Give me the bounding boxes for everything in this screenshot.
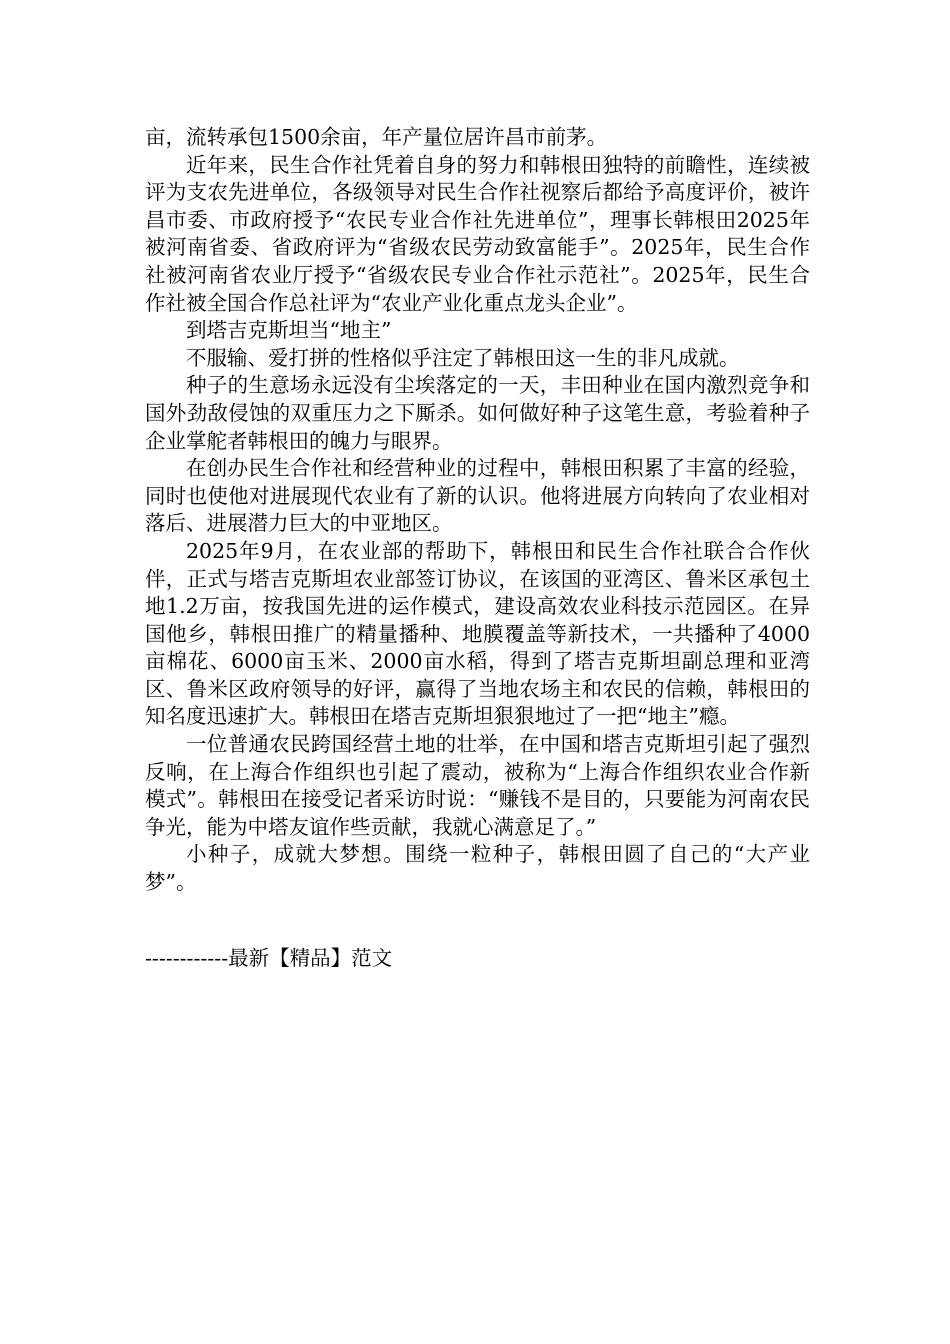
paragraph-4: 种子的生意场永远没有尘埃落定的一天，丰田种业在国内激烈竞争和国外劲敌侵蚀的双重压力之下厮杀。如何做好种子这笔生意，考验着种子企业掌舵者韩根田的魄力与眼界。: [145, 373, 810, 453]
paragraph-1: 亩，流转承包1500余亩，年产量位居许昌市前茅。: [145, 125, 608, 149]
paragraph-8: 小种子，成就大梦想。围绕一粒种子，韩根田圆了自己的“大产业梦”。: [145, 842, 810, 895]
article-body: [145, 124, 810, 897]
paragraph-6: 2025年9月，在农业部的帮助下，韩根田和民生合作社联合合作伙伴，正式与塔吉克斯坦农业部签订协议，在该国的亚湾区、鲁米区承包土地1.2万亩，按我国先进的运作模式，建设高效农业科技示范园区。在异国他乡，韩根田推广的精量播种、地膜覆盖等新技术，一共播种了4000亩棉花、6000亩玉米、2000亩水稻，得到了塔吉克斯坦副总理和亚湾区、鲁米区政府领导的好评，赢得了当地农场主和农民的信赖，韩根田的知名度迅速扩大。韩根田在塔吉克斯坦狠狠地过了一把“地主”瘾。: [145, 538, 810, 729]
paragraph-7: 一位普通农民跨国经营土地的壮举，在中国和塔吉克斯坦引起了强烈反响，在上海合作组织也引起了震动，被称为“上海合作组织农业合作新模式”。韩根田在接受记者采访时说：“赚钱不是目的，只要能为河南农民争光，能为中塔友谊作些贡献，我就心满意足了。”: [145, 732, 810, 839]
paragraph-3: 不服输、爱打拼的性格似乎注定了韩根田这一生的非凡成就。: [186, 345, 740, 370]
section-heading: 到塔吉克斯坦当“地主”: [186, 318, 392, 343]
footer-caption: ------------最新【精品】范文: [145, 946, 393, 970]
paragraph-2: 近年来，民生合作社凭着自身的努力和韩根田独特的前瞻性，连续被评为支农先进单位，各级领导对民生合作社视察后都给予高度评价，被许昌市委、市政府授予“农民专业合作社先进单位”，理事长韩根田2025年被河南省委、省政府评为“省级农民劳动致富能手”。2025年，民生合作社被河南省农业厅授予“省级农民专业合作社示范社”。2025年，民生合作社被全国合作总社评为“农业产业化重点龙头企业”。: [145, 152, 810, 315]
paragraph-5: 在创办民生合作社和经营种业的过程中，韩根田积累了丰富的经验，同时也使他对进展现代农业有了新的认识。他将进展方向转向了农业相对落后、进展潜力巨大的中亚地区。: [145, 456, 810, 536]
